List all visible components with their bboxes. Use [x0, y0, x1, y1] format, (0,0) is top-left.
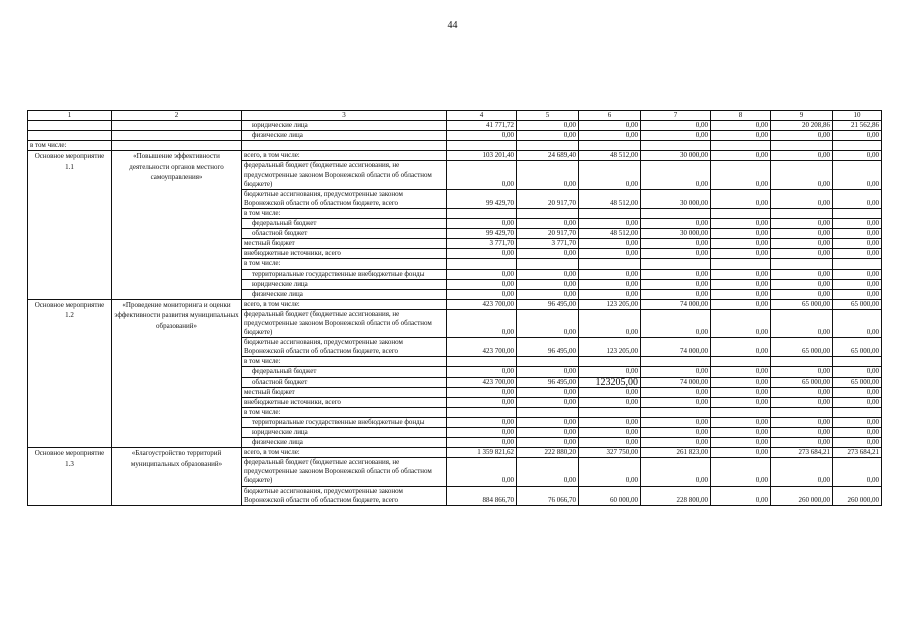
value-cell: 30 000,00: [641, 229, 711, 239]
value-cell: 0,00: [641, 131, 711, 141]
value-cell: [447, 357, 517, 367]
row-code-cell: в том числе:: [28, 141, 112, 151]
funding-source-cell: областной бюджет: [242, 377, 447, 387]
funding-source-cell: местный бюджет: [242, 239, 447, 249]
value-cell: [771, 208, 833, 218]
value-cell: 0,00: [833, 367, 882, 377]
value-cell: 65 000,00: [771, 377, 833, 387]
column-header: 7: [641, 111, 711, 121]
funding-source-cell: юридические лица: [242, 428, 447, 438]
value-cell: 65 000,00: [833, 299, 882, 309]
value-cell: 0,00: [447, 309, 517, 337]
value-cell: 0,00: [833, 269, 882, 279]
value-cell: 0,00: [517, 289, 579, 299]
value-cell: 0,00: [711, 151, 771, 161]
value-cell: 0,00: [833, 309, 882, 337]
measure-code-cell: Основное мероприятие 1.1: [28, 151, 112, 299]
value-cell: 99 429,70: [447, 229, 517, 239]
value-cell: [771, 357, 833, 367]
value-cell: 0,00: [579, 161, 641, 189]
value-cell: 0,00: [579, 387, 641, 397]
column-header: 4: [447, 111, 517, 121]
value-cell: 0,00: [447, 428, 517, 438]
value-cell: [517, 357, 579, 367]
funding-source-cell: в том числе:: [242, 259, 447, 269]
value-cell: 0,00: [711, 121, 771, 131]
value-cell: 0,00: [579, 397, 641, 407]
table-row: [28, 141, 882, 151]
value-cell: 0,00: [711, 219, 771, 229]
value-cell: 0,00: [579, 428, 641, 438]
value-cell: 0,00: [711, 377, 771, 387]
value-cell: [447, 259, 517, 269]
value-cell: 65 000,00: [833, 377, 882, 387]
value-cell: [641, 208, 711, 218]
value-cell: 0,00: [517, 438, 579, 448]
value-cell: 20 208,86: [771, 121, 833, 131]
row-name-cell: [112, 141, 242, 151]
value-cell: 0,00: [641, 249, 711, 259]
funding-source-cell: физические лица: [242, 438, 447, 448]
funding-source-cell: территориальные государственные внебюджетные фонды: [242, 269, 447, 279]
funding-source-cell: в том числе:: [242, 407, 447, 417]
value-cell: [641, 357, 711, 367]
value-cell: 0,00: [771, 367, 833, 377]
value-cell: 0,00: [833, 428, 882, 438]
value-cell: 0,00: [711, 309, 771, 337]
table-row: [28, 131, 882, 141]
value-cell: 0,00: [447, 249, 517, 259]
funding-source-cell: в том числе:: [242, 357, 447, 367]
value-cell: 0,00: [771, 309, 833, 337]
value-cell: 0,00: [641, 367, 711, 377]
value-cell: [833, 208, 882, 218]
value-cell: 0,00: [579, 438, 641, 448]
column-header: 5: [517, 111, 579, 121]
value-cell: [579, 208, 641, 218]
measure-name-cell: «Повышение эффективности деятельности органов местного самоуправления»: [112, 151, 242, 299]
header-row: [28, 111, 882, 121]
value-cell: 0,00: [517, 367, 579, 377]
value-cell: 0,00: [447, 289, 517, 299]
value-cell: 0,00: [833, 397, 882, 407]
funding-source-cell: бюджетные ассигнования, предусмотренные законом Воронежской области об областном бюджете, всего: [242, 486, 447, 505]
value-cell: 0,00: [517, 417, 579, 427]
funding-source-cell: бюджетные ассигнования, предусмотренные законом Воронежской области об областном бюджете, всего: [242, 338, 447, 357]
value-cell: [711, 407, 771, 417]
value-cell: 0,00: [517, 161, 579, 189]
value-cell: 20 917,70: [517, 189, 579, 208]
value-cell: [833, 357, 882, 367]
value-cell: 41 771,72: [447, 121, 517, 131]
value-cell: 0,00: [579, 121, 641, 131]
value-cell: 423 700,00: [447, 377, 517, 387]
value-cell: 0,00: [579, 131, 641, 141]
value-cell: 228 800,00: [641, 486, 711, 505]
value-cell: 0,00: [771, 397, 833, 407]
value-cell: 0,00: [771, 417, 833, 427]
value-cell: 0,00: [447, 417, 517, 427]
value-cell: 0,00: [833, 458, 882, 486]
value-cell: 0,00: [517, 397, 579, 407]
row-code-cell: [28, 131, 112, 141]
value-cell: 0,00: [833, 249, 882, 259]
value-cell: 123 205,00: [579, 338, 641, 357]
value-cell: 74 000,00: [641, 299, 711, 309]
value-cell: 0,00: [833, 189, 882, 208]
value-cell: [771, 407, 833, 417]
value-cell: 0,00: [771, 289, 833, 299]
table-row: [28, 448, 882, 458]
value-cell: 0,00: [711, 458, 771, 486]
value-cell: 0,00: [711, 428, 771, 438]
value-cell: 30 000,00: [641, 151, 711, 161]
value-cell: 0,00: [641, 428, 711, 438]
measure-name-cell: «Проведение мониторинга и оценки эффективности развития муниципальных образований»: [112, 299, 242, 447]
funding-source-cell: юридические лица: [242, 121, 447, 131]
measure-name-cell: «Благоустройство территорий муниципальных образований»: [112, 448, 242, 506]
value-cell: 30 000,00: [641, 189, 711, 208]
value-cell: 123205,00: [579, 377, 641, 387]
value-cell: 222 880,20: [517, 448, 579, 458]
value-cell: 24 689,40: [517, 151, 579, 161]
value-cell: 0,00: [711, 131, 771, 141]
value-cell: 0,00: [517, 387, 579, 397]
value-cell: 0,00: [711, 486, 771, 505]
value-cell: [641, 407, 711, 417]
value-cell: 0,00: [711, 279, 771, 289]
value-cell: 0,00: [641, 387, 711, 397]
value-cell: 423 700,00: [447, 299, 517, 309]
value-cell: 0,00: [447, 367, 517, 377]
value-cell: 884 866,70: [447, 486, 517, 505]
value-cell: 76 066,70: [517, 486, 579, 505]
funding-source-cell: в том числе:: [242, 208, 447, 218]
value-cell: 0,00: [771, 269, 833, 279]
value-cell: [771, 141, 833, 151]
value-cell: 0,00: [579, 417, 641, 427]
value-cell: 0,00: [711, 161, 771, 189]
value-cell: 0,00: [771, 161, 833, 189]
value-cell: 0,00: [833, 151, 882, 161]
funding-source-cell: всего, в том числе:: [242, 151, 447, 161]
value-cell: 0,00: [579, 249, 641, 259]
value-cell: 0,00: [517, 279, 579, 289]
funding-source-cell: всего, в том числе:: [242, 299, 447, 309]
value-cell: 74 000,00: [641, 338, 711, 357]
funding-source-cell: физические лица: [242, 131, 447, 141]
value-cell: [517, 407, 579, 417]
column-header: 2: [112, 111, 242, 121]
value-cell: [447, 141, 517, 151]
value-cell: 65 000,00: [833, 338, 882, 357]
funding-source-cell: местный бюджет: [242, 387, 447, 397]
value-cell: 3 771,70: [447, 239, 517, 249]
value-cell: 0,00: [771, 189, 833, 208]
funding-source-cell: федеральный бюджет: [242, 367, 447, 377]
value-cell: 0,00: [447, 279, 517, 289]
value-cell: 0,00: [771, 131, 833, 141]
value-cell: [579, 357, 641, 367]
table-row: [28, 299, 882, 309]
column-header: 8: [711, 111, 771, 121]
value-cell: 0,00: [517, 121, 579, 131]
value-cell: [641, 141, 711, 151]
value-cell: [771, 259, 833, 269]
value-cell: [641, 259, 711, 269]
funding-source-cell: физические лица: [242, 289, 447, 299]
value-cell: 0,00: [579, 289, 641, 299]
value-cell: 0,00: [711, 189, 771, 208]
column-header: 6: [579, 111, 641, 121]
value-cell: 21 562,86: [833, 121, 882, 131]
value-cell: 99 429,70: [447, 189, 517, 208]
value-cell: 0,00: [833, 438, 882, 448]
value-cell: 0,00: [711, 387, 771, 397]
value-cell: 0,00: [517, 219, 579, 229]
value-cell: 0,00: [641, 458, 711, 486]
value-cell: [833, 141, 882, 151]
value-cell: 0,00: [579, 279, 641, 289]
funding-source-cell: внебюджетные источники, всего: [242, 249, 447, 259]
value-cell: 260 000,00: [771, 486, 833, 505]
value-cell: 0,00: [641, 161, 711, 189]
row-name-cell: [112, 131, 242, 141]
funding-source-cell: территориальные государственные внебюджетные фонды: [242, 417, 447, 427]
value-cell: 0,00: [579, 269, 641, 279]
value-cell: 0,00: [711, 289, 771, 299]
table-row: [28, 151, 882, 161]
value-cell: 261 823,00: [641, 448, 711, 458]
value-cell: 260 000,00: [833, 486, 882, 505]
value-cell: [833, 407, 882, 417]
value-cell: 0,00: [579, 219, 641, 229]
value-cell: 0,00: [833, 289, 882, 299]
funding-source-cell: всего, в том числе:: [242, 448, 447, 458]
table-row: [28, 121, 882, 131]
value-cell: 423 700,00: [447, 338, 517, 357]
value-cell: 0,00: [517, 269, 579, 279]
column-header: 1: [28, 111, 112, 121]
value-cell: [711, 259, 771, 269]
value-cell: [833, 259, 882, 269]
value-cell: 0,00: [833, 131, 882, 141]
value-cell: 1 359 821,62: [447, 448, 517, 458]
funding-source-cell: федеральный бюджет (бюджетные ассигнования, не предусмотренные законом Воронежской области об областном бюджете): [242, 458, 447, 486]
value-cell: [711, 208, 771, 218]
value-cell: 0,00: [771, 219, 833, 229]
value-cell: 0,00: [641, 289, 711, 299]
value-cell: 96 495,00: [517, 338, 579, 357]
value-cell: 0,00: [711, 438, 771, 448]
row-code-cell: [28, 121, 112, 131]
value-cell: 0,00: [447, 387, 517, 397]
value-cell: 96 495,00: [517, 299, 579, 309]
value-cell: 0,00: [833, 417, 882, 427]
value-cell: 74 000,00: [641, 377, 711, 387]
value-cell: 0,00: [641, 239, 711, 249]
value-cell: 0,00: [447, 438, 517, 448]
value-cell: 0,00: [771, 151, 833, 161]
value-cell: 3 771,70: [517, 239, 579, 249]
value-cell: [711, 357, 771, 367]
value-cell: [711, 141, 771, 151]
value-cell: 0,00: [771, 239, 833, 249]
value-cell: 0,00: [579, 367, 641, 377]
value-cell: 0,00: [771, 279, 833, 289]
value-cell: 0,00: [641, 397, 711, 407]
value-cell: 0,00: [447, 397, 517, 407]
value-cell: 0,00: [711, 229, 771, 239]
value-cell: 0,00: [711, 338, 771, 357]
column-header: 9: [771, 111, 833, 121]
value-cell: 0,00: [711, 239, 771, 249]
value-cell: 123 205,00: [579, 299, 641, 309]
value-cell: [517, 141, 579, 151]
value-cell: 48 512,00: [579, 151, 641, 161]
value-cell: 0,00: [641, 219, 711, 229]
measure-code-cell: Основное мероприятие 1.3: [28, 448, 112, 506]
value-cell: 48 512,00: [579, 229, 641, 239]
value-cell: 0,00: [833, 239, 882, 249]
value-cell: 0,00: [447, 161, 517, 189]
funding-source-cell: федеральный бюджет: [242, 219, 447, 229]
funding-source-cell: федеральный бюджет (бюджетные ассигнования, не предусмотренные законом Воронежской области об областном бюджете): [242, 161, 447, 189]
value-cell: [447, 208, 517, 218]
funding-source-cell: федеральный бюджет (бюджетные ассигнования, не предусмотренные законом Воронежской области об областном бюджете): [242, 309, 447, 337]
column-header: 10: [833, 111, 882, 121]
value-cell: 0,00: [711, 299, 771, 309]
value-cell: 60 000,00: [579, 486, 641, 505]
value-cell: 96 495,00: [517, 377, 579, 387]
value-cell: 0,00: [771, 438, 833, 448]
funding-source-cell: бюджетные ассигнования, предусмотренные законом Воронежской области об областном бюджете, всего: [242, 189, 447, 208]
value-cell: 0,00: [579, 458, 641, 486]
budget-table: [27, 110, 882, 506]
value-cell: 0,00: [517, 131, 579, 141]
value-cell: 0,00: [771, 428, 833, 438]
value-cell: 0,00: [447, 458, 517, 486]
value-cell: [579, 141, 641, 151]
value-cell: 0,00: [833, 161, 882, 189]
value-cell: 103 201,40: [447, 151, 517, 161]
funding-source-cell: [242, 141, 447, 151]
value-cell: 0,00: [771, 229, 833, 239]
value-cell: 273 684,21: [833, 448, 882, 458]
value-cell: 0,00: [771, 458, 833, 486]
value-cell: 0,00: [641, 309, 711, 337]
value-cell: 20 917,70: [517, 229, 579, 239]
value-cell: 0,00: [579, 309, 641, 337]
funding-source-cell: юридические лица: [242, 279, 447, 289]
value-cell: 0,00: [447, 219, 517, 229]
value-cell: 48 512,00: [579, 189, 641, 208]
column-header: 3: [242, 111, 447, 121]
value-cell: 0,00: [711, 397, 771, 407]
value-cell: 0,00: [579, 239, 641, 249]
funding-source-cell: областной бюджет: [242, 229, 447, 239]
value-cell: [579, 259, 641, 269]
value-cell: 65 000,00: [771, 338, 833, 357]
value-cell: 65 000,00: [771, 299, 833, 309]
value-cell: 273 684,21: [771, 448, 833, 458]
value-cell: 0,00: [711, 448, 771, 458]
value-cell: [517, 259, 579, 269]
value-cell: 0,00: [517, 249, 579, 259]
value-cell: 0,00: [833, 279, 882, 289]
value-cell: [447, 407, 517, 417]
value-cell: 0,00: [833, 219, 882, 229]
value-cell: 0,00: [711, 367, 771, 377]
value-cell: 0,00: [833, 229, 882, 239]
value-cell: 0,00: [711, 249, 771, 259]
value-cell: 0,00: [711, 269, 771, 279]
value-cell: 0,00: [711, 417, 771, 427]
value-cell: 0,00: [517, 309, 579, 337]
value-cell: 0,00: [641, 417, 711, 427]
value-cell: 0,00: [641, 269, 711, 279]
value-cell: [579, 407, 641, 417]
value-cell: 0,00: [641, 438, 711, 448]
value-cell: 0,00: [771, 249, 833, 259]
row-name-cell: [112, 121, 242, 131]
value-cell: 327 750,00: [579, 448, 641, 458]
value-cell: 0,00: [641, 279, 711, 289]
measure-code-cell: Основное мероприятие 1.2: [28, 299, 112, 447]
value-cell: 0,00: [771, 387, 833, 397]
value-cell: 0,00: [447, 269, 517, 279]
value-cell: 0,00: [641, 121, 711, 131]
value-cell: 0,00: [517, 458, 579, 486]
page-number: 44: [447, 20, 458, 31]
value-cell: 0,00: [517, 428, 579, 438]
value-cell: 0,00: [833, 387, 882, 397]
value-cell: [517, 208, 579, 218]
value-cell: 0,00: [447, 131, 517, 141]
funding-source-cell: внебюджетные источники, всего: [242, 397, 447, 407]
